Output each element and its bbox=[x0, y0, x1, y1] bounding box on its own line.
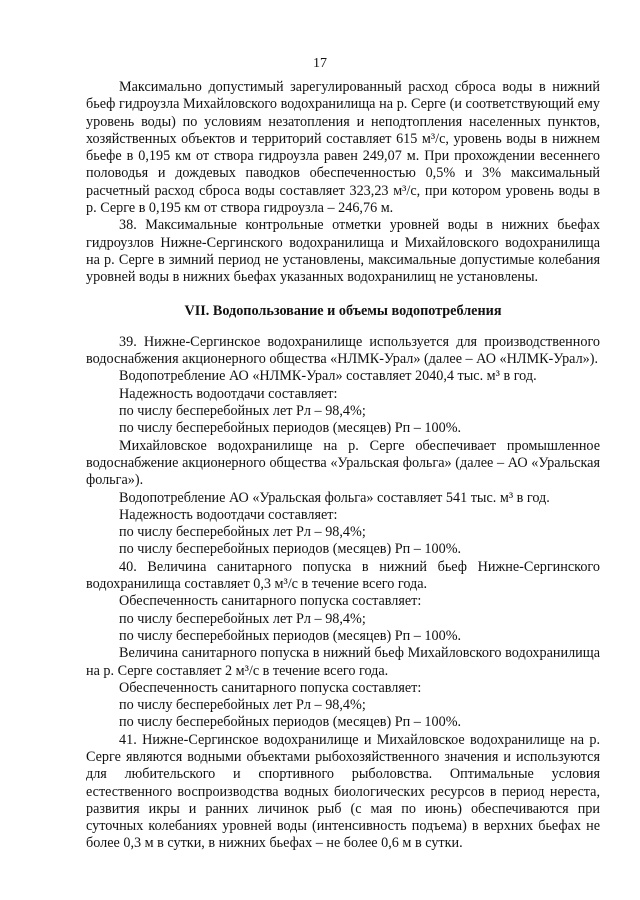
paragraph-mikhailovskoe-sanitary: Величина санитарного попуска в нижний бьеф Михайловского водохранилища на р. Серге составляет 2 м³/с в течение всего года. bbox=[86, 645, 600, 679]
paragraph-40: 40. Величина санитарного попуска в нижний бьеф Нижне-Сергинского водохранилища составляет 0,3 м³/с в течение всего года. bbox=[86, 558, 600, 593]
periods-reliability-1: по числу бесперебойных периодов (месяцев) Рп – 100%. bbox=[119, 420, 462, 437]
paragraph-foil-consumption: Водопотребление АО «Уральская фольга» составляет 541 тыс. м³ в год. bbox=[119, 489, 550, 506]
reliability-label-2: Надежность водоотдачи составляет: bbox=[119, 506, 338, 523]
section-heading: VII. Водопользование и объемы водопотребления bbox=[184, 302, 502, 319]
sanitary-label-2: Обеспеченность санитарного попуска составляет: bbox=[119, 679, 422, 696]
paragraph-max-discharge: Максимально допустимый зарегулированный расход сброса воды в нижний бьеф гидроузла Михайловского водохранилища на р. Серге (и соответствующий ему уровень воды) по условиям незатопления и неподтопления населенных пунктов, хозяйственных объектов и территорий составляет 615 м³/с, уровень воды в нижнем бьефе в 0,195 км от створа гидроузла равен 249,07 м. При прохождении весеннего половодья и дождевых паводков обеспеченностью 0,5% и 3% максимальный расчетный расход сброса воды составляет 323,23 м³/с, при котором уровень воды в р. Серге в 0,195 км от створа гидроузла – 246,76 м. bbox=[86, 79, 600, 217]
page-number: 17 bbox=[313, 56, 327, 71]
paragraph-38: 38. Максимальные контрольные отметки уровней воды в нижних бьефах гидроузлов Нижне-Сергинского водохранилища и Михайловского водохранилища на р. Серге в зимний период не установлены, максимальные допустимые колебания уровней воды в нижних бьефах указанных водохранилищ не установлены. bbox=[86, 217, 600, 286]
periods-reliability-2: по числу бесперебойных периодов (месяцев) Рп – 100%. bbox=[119, 541, 462, 558]
reliability-label-1: Надежность водоотдачи составляет: bbox=[119, 385, 338, 402]
years-reliability-1: по числу бесперебойных лет Рл – 98,4%; bbox=[119, 403, 366, 420]
paragraph-39: 39. Нижне-Сергинское водохранилище используется для производственного водоснабжения акционерного общества «НЛМК-Урал» (далее – АО «НЛМК-Урал»). bbox=[86, 333, 600, 368]
sanitary-label-1: Обеспеченность санитарного попуска составляет: bbox=[119, 593, 422, 610]
periods-reliability-4: по числу бесперебойных периодов (месяцев) Рп – 100%. bbox=[119, 714, 462, 731]
document-body bbox=[86, 79, 600, 853]
years-reliability-3: по числу бесперебойных лет Рл – 98,4%; bbox=[119, 610, 366, 627]
years-reliability-4: по числу бесперебойных лет Рл – 98,4%; bbox=[119, 697, 366, 714]
periods-reliability-3: по числу бесперебойных периодов (месяцев) Рп – 100%. bbox=[119, 627, 462, 644]
paragraph-41: 41. Нижне-Сергинское водохранилище и Михайловское водохранилище на р. Серге являются водными объектами рыбохозяйственного значения и используются для любительского и спортивного рыболовства. Оптимальные условия естественного воспроизводства водных биологических ресурсов в период нереста, развития икры и ранних личинок рыб (с мая по июнь) обеспечиваются при суточных колебаниях уровней воды (интенсивность подъема) в верхних бьефах не более 0,3 м в сутки, в нижних бьефах – не более 0,6 м в сутки. bbox=[86, 731, 600, 852]
paragraph-nlmk-consumption: Водопотребление АО «НЛМК-Урал» составляет 2040,4 тыс. м³ в год. bbox=[119, 368, 537, 385]
years-reliability-2: по числу бесперебойных лет Рл – 98,4%; bbox=[119, 524, 366, 541]
paragraph-mikhailovskoe-supply: Михайловское водохранилище на р. Серге обеспечивает промышленное водоснабжение акционерного общества «Уральская фольга» (далее – АО «Уральская фольга»). bbox=[86, 437, 600, 489]
